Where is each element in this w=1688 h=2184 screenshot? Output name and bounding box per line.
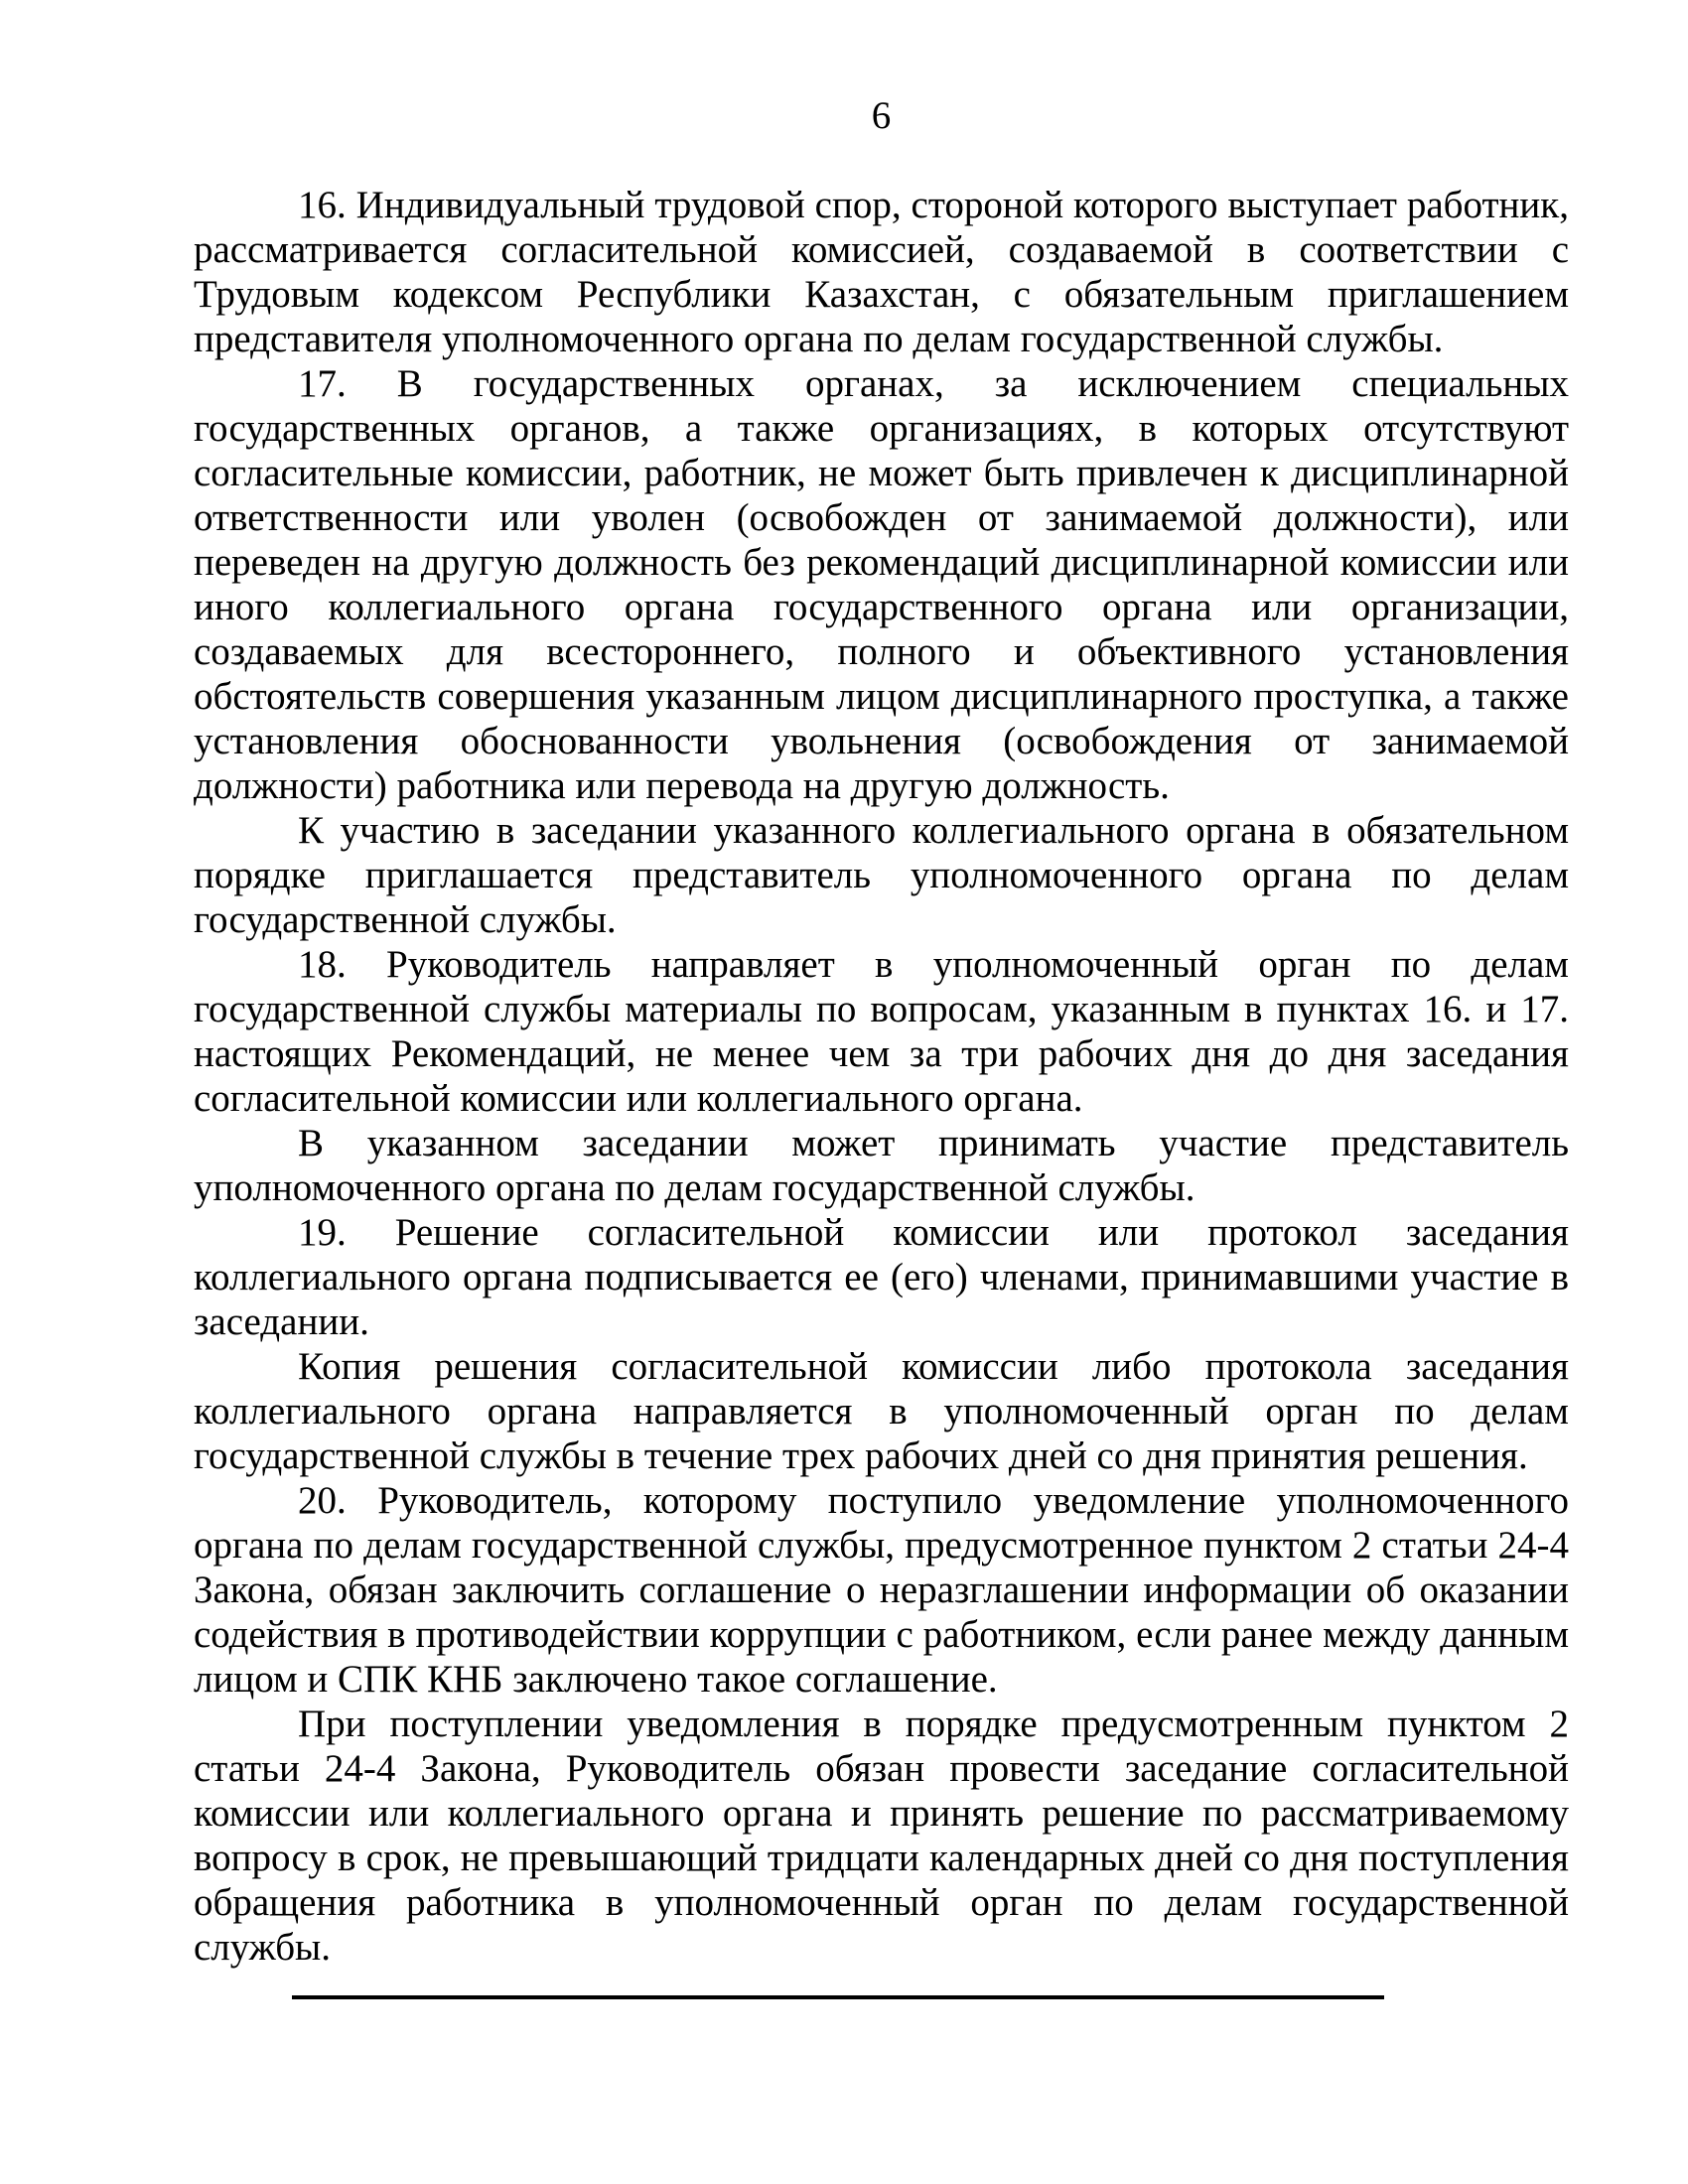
paragraph-20-note: При поступлении уведомления в порядке предусмотренным пунктом 2 статьи 24-4 Закона, Руководитель обязан провести заседание согласительной комиссии или коллегиального органа и принять решение по рассматриваемому вопросу в срок, не превышающий тридцати календарных дней со дня поступления обращения работника в уполномоченный орган по делам государственной службы. (194, 1703, 1569, 1969)
paragraph-19: 19. Решение согласительной комиссии или протокол заседания коллегиального органа подписывается ее (его) членами, принимавшими участие в заседании. (194, 1211, 1569, 1343)
document-body (194, 183, 1569, 1999)
paragraph-18: 18. Руководитель направляет в уполномоченный орган по делам государственной службы материалы по вопросам, указанным в пунктах 16. и 17. настоящих Рекомендаций, не менее чем за три рабочих дня до дня заседания согласительной комиссии или коллегиального органа. (194, 943, 1569, 1120)
paragraph-19-note: Копия решения согласительной комиссии либо протокола заседания коллегиального органа направляется в уполномоченный орган по делам государственной службы в течение трех рабочих дней со дня принятия решения. (194, 1345, 1569, 1477)
page-number: 6 (871, 94, 892, 137)
paragraph-16: 16. Индивидуальный трудовой спор, стороной которого выступает работник, рассматривается согласительной комиссией, создаваемой в соответствии с Трудовым кодексом Республики Казахстан, с обязательным приглашением представителя уполномоченного органа по делам государственной службы. (194, 184, 1569, 360)
paragraph-20: 20. Руководитель, которому поступило уведомление уполномоченного органа по делам государственной службы, предусмотренное пунктом 2 статьи 24-4 Закона, обязан заключить соглашение о неразглашении информации об оказании содействия в противодействии коррупции с работником, если ранее между данным лицом и СПК КНБ заключено такое соглашение. (194, 1479, 1569, 1701)
paragraph-17-note: К участию в заседании указанного коллегиального органа в обязательном порядке приглашается представитель уполномоченного органа по делам государственной службы. (194, 809, 1569, 941)
paragraph-18-note: В указанном заседании может принимать участие представитель уполномоченного органа по делам государственной службы. (194, 1122, 1569, 1209)
footnote-divider-line (292, 1995, 1384, 1999)
paragraph-17: 17. В государственных органах, за исключением специальных государственных органов, а также организациях, в которых отсутствуют согласительные комиссии, работник, не может быть привлечен к дисциплинарной ответственности или уволен (освобожден от занимаемой должности), или переведен на другую должность без рекомендаций дисциплинарной комиссии или иного коллегиального органа государственного органа или организации, создаваемых для всестороннего, полного и объективного установления обстоятельств совершения указанным лицом дисциплинарного проступка, а также установления обоснованности увольнения (освобождения от занимаемой должности) работника или перевода на другую должность. (194, 362, 1569, 807)
